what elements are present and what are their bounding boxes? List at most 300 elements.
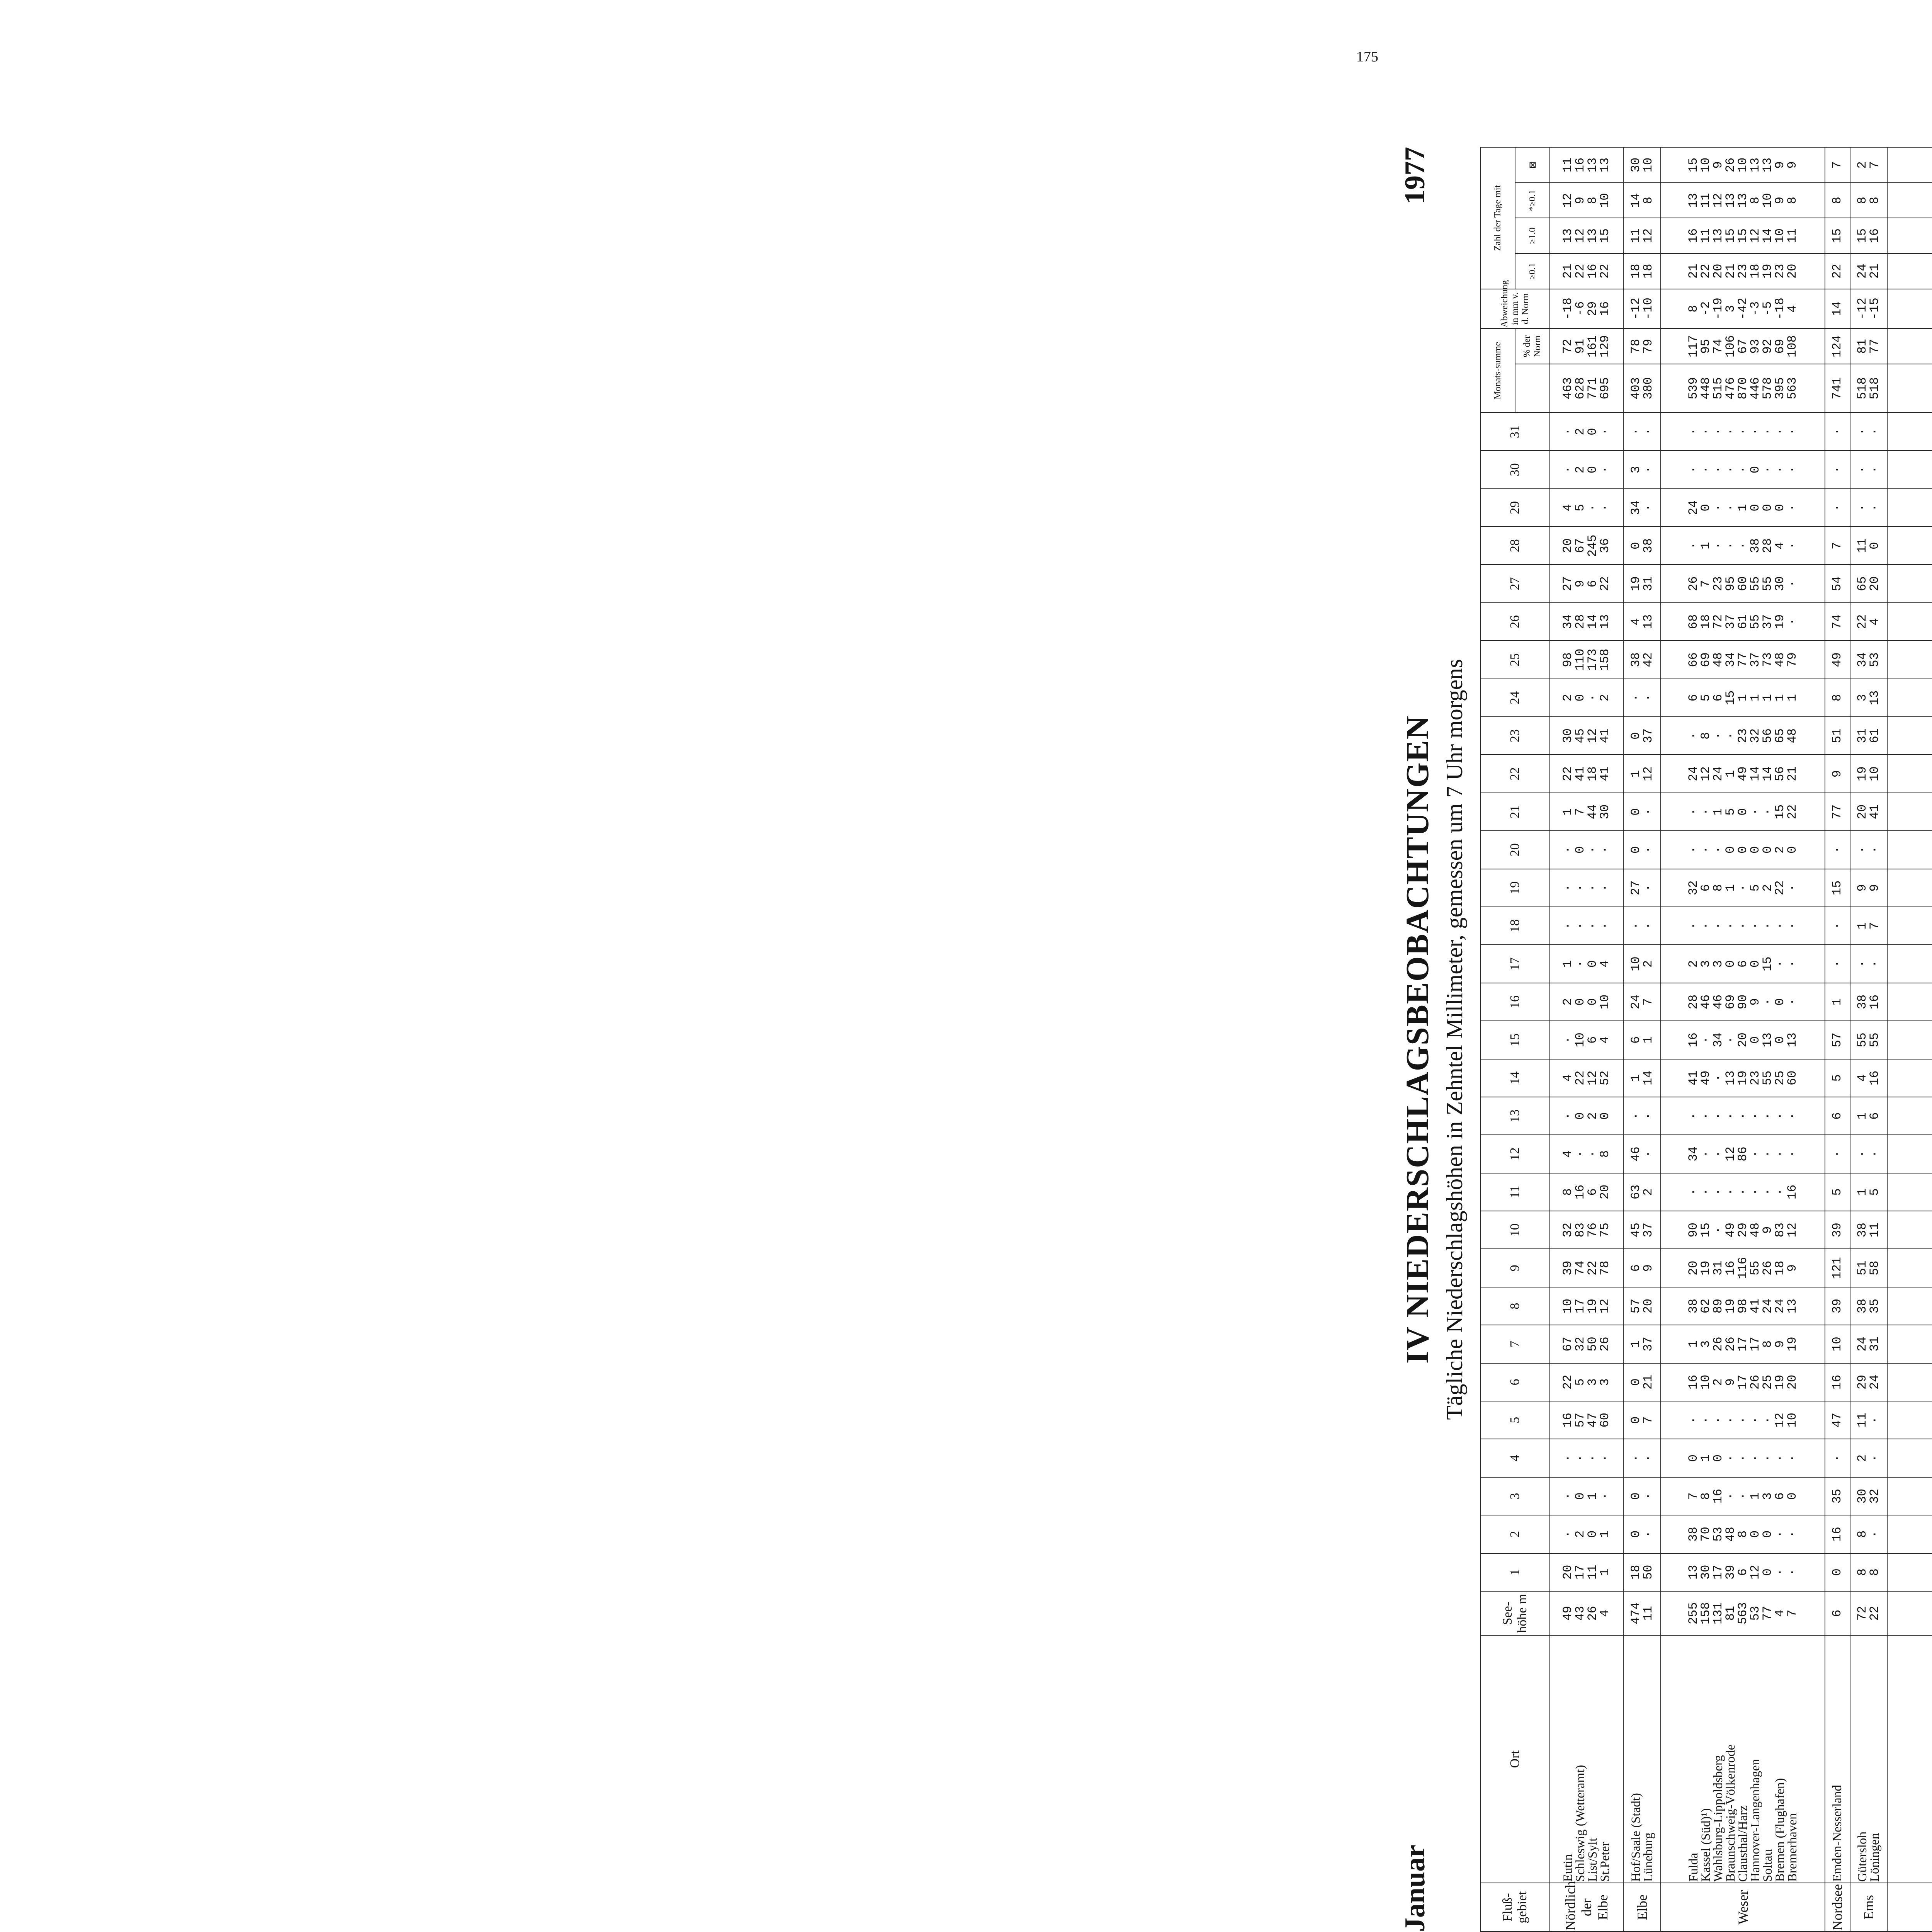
day-cell: 2 · — [1850, 1439, 1888, 1477]
precip-ge01-cell — [1887, 253, 1932, 289]
day-cell: · — [1825, 1439, 1850, 1477]
table-row — [1825, 147, 1850, 1932]
day-cell: 47 — [1825, 1401, 1850, 1439]
day-cell: 0 · — [1623, 831, 1661, 869]
day-cell: · 10 6 4 — [1550, 1021, 1623, 1059]
day-cell — [1887, 527, 1932, 565]
x-header: ⊠ — [1515, 147, 1550, 183]
day-cell: 98 110 173 158 — [1550, 641, 1623, 679]
day-cell: 1 — [1825, 983, 1850, 1021]
day-cell: · · — [1850, 1135, 1888, 1173]
precip-ge10-cell: 13 12 13 15 — [1550, 218, 1623, 253]
table-row — [1850, 147, 1888, 1932]
day-cell: · · · · · · · · · — [1661, 907, 1825, 945]
day-cell — [1887, 603, 1932, 641]
day-cell: 19 31 — [1623, 565, 1661, 602]
basin-header: Fluß-gebiet — [1480, 1883, 1550, 1932]
day-cell: 10 — [1825, 1325, 1850, 1363]
day-header: 5 — [1480, 1401, 1550, 1439]
day-header: 29 — [1480, 489, 1550, 527]
day-cell: 32 6 8 1 · 5 2 22 · — [1661, 869, 1825, 907]
day-cell: 2 0 · 2 — [1550, 679, 1623, 717]
day-header: 20 — [1480, 831, 1550, 869]
deviation-cell: -18 -6 29 16 — [1550, 289, 1623, 329]
day-cell: 41 49 · 13 19 23 55 25 60 — [1661, 1059, 1825, 1097]
day-cell — [1887, 1249, 1932, 1287]
day-header: 22 — [1480, 755, 1550, 793]
percent-norm-cell: 72 91 161 129 — [1550, 328, 1623, 364]
day-cell: 1 7 — [1850, 907, 1888, 945]
day-cell: 28 46 46 69 90 9 · 0 · — [1661, 983, 1825, 1021]
day-cell: · · — [1850, 451, 1888, 488]
deviation-header: Abweichung in mm v. d. Norm — [1480, 289, 1550, 329]
monthly-sum-cell: 539 448 515 476 870 446 578 395 563 — [1661, 364, 1825, 413]
day-cell: 0 7 — [1623, 1401, 1661, 1439]
table-body — [1550, 147, 1932, 1932]
day-cell: 30 45 12 41 — [1550, 717, 1623, 755]
day-cell: · 2 0 · — [1550, 413, 1623, 451]
day-header: 8 — [1480, 1287, 1550, 1325]
day-header: 6 — [1480, 1363, 1550, 1401]
place-cell — [1887, 1635, 1932, 1883]
day-cell: · 1 · · · 38 28 4 · — [1661, 527, 1825, 565]
day-cell: 57 — [1825, 1021, 1850, 1059]
day-cell — [1887, 451, 1932, 488]
altitude-cell — [1887, 1591, 1932, 1635]
day-cell: 35 — [1825, 1477, 1850, 1515]
table-row — [1623, 147, 1661, 1932]
rotated-page — [1399, 147, 1932, 1932]
day-cell — [1887, 1287, 1932, 1325]
day-cell: 38 11 — [1850, 1211, 1888, 1249]
day-cell: · — [1825, 451, 1850, 488]
day-cell: 39 — [1825, 1211, 1850, 1249]
day-cell: 0 1 0 · · · · · · — [1661, 1439, 1825, 1477]
altitude-cell: 6 — [1825, 1591, 1850, 1635]
day-header: 28 — [1480, 527, 1550, 565]
day-cell: 5 — [1825, 1059, 1850, 1097]
day-cell: 15 — [1825, 869, 1850, 907]
percent-norm-cell: 78 79 — [1623, 328, 1661, 364]
day-cell: 38 70 53 48 8 0 0 · · — [1661, 1515, 1825, 1553]
day-cell: · · — [1850, 831, 1888, 869]
day-cell: 3 13 — [1850, 679, 1888, 717]
deviation-cell: -12 -15 — [1850, 289, 1888, 329]
day-cell — [1887, 1021, 1932, 1059]
x-cell — [1887, 147, 1932, 183]
deviation-cell: -12 -10 — [1623, 289, 1661, 329]
day-cell — [1887, 1515, 1932, 1553]
day-cell: 39 — [1825, 1287, 1850, 1325]
monthly-sum-mm-header — [1515, 364, 1550, 413]
day-cell: 20 17 11 1 — [1550, 1553, 1623, 1591]
day-cell: 2 3 3 0 6 0 15 · · — [1661, 945, 1825, 983]
day-cell: 5 — [1825, 1173, 1850, 1211]
day-cell — [1887, 945, 1932, 983]
day-cell: 24 12 24 1 49 14 14 56 21 — [1661, 755, 1825, 793]
day-cell: 7 — [1825, 527, 1850, 565]
day-cell — [1887, 1325, 1932, 1363]
day-cell: 20 19 31 16 116 55 26 18 9 — [1661, 1249, 1825, 1287]
day-cell: · · · 0 0 0 0 2 0 — [1661, 831, 1825, 869]
day-cell: · 0 · · — [1550, 831, 1623, 869]
day-cell — [1887, 1059, 1932, 1097]
day-cell: 57 20 — [1623, 1287, 1661, 1325]
page-number: 175 — [1356, 49, 1378, 65]
day-header: 4 — [1480, 1439, 1550, 1477]
day-cell — [1887, 755, 1932, 793]
day-cell: 8 · — [1850, 1515, 1888, 1553]
day-cell: 6 5 6 15 1 1 1 1 1 — [1661, 679, 1825, 717]
precip-ge01-header: ≥0.1 — [1515, 253, 1550, 289]
day-cell: 16 57 47 60 — [1550, 1401, 1623, 1439]
day-cell: 2 0 0 10 — [1550, 983, 1623, 1021]
day-cell: 63 2 — [1623, 1173, 1661, 1211]
day-cell: 55 55 — [1850, 1021, 1888, 1059]
day-cell — [1887, 907, 1932, 945]
day-header: 27 — [1480, 565, 1550, 602]
snow-cell: 12 9 8 10 — [1550, 183, 1623, 218]
day-cell: 0 21 — [1623, 1363, 1661, 1401]
day-cell: 4 16 — [1850, 1059, 1888, 1097]
deviation-cell — [1887, 289, 1932, 329]
day-cell: 38 42 — [1623, 641, 1661, 679]
day-header: 10 — [1480, 1211, 1550, 1249]
day-cell: · — [1825, 413, 1850, 451]
day-header: 14 — [1480, 1059, 1550, 1097]
day-cell — [1887, 831, 1932, 869]
day-header: 2 — [1480, 1515, 1550, 1553]
percent-norm-cell — [1887, 328, 1932, 364]
day-cell: 1 3 26 26 17 17 8 9 19 — [1661, 1325, 1825, 1363]
table-row — [1661, 147, 1825, 1932]
day-cell: 8 16 6 20 — [1550, 1173, 1623, 1211]
day-cell: 27 9 6 22 — [1550, 565, 1623, 602]
day-cell: 26 7 23 95 60 55 55 30 · — [1661, 565, 1825, 602]
percent-norm-cell: 81 77 — [1850, 328, 1888, 364]
place-cell: Eutin Schleswig (Wetteramt) List/Sylt St.Peter — [1550, 1635, 1623, 1883]
precip-ge01-cell: 24 21 — [1850, 253, 1888, 289]
day-cell: 90 15 · 49 29 48 9 83 12 — [1661, 1211, 1825, 1249]
day-header: 13 — [1480, 1097, 1550, 1135]
monthly-sum-header: Monats-summe — [1480, 328, 1515, 412]
day-cell: 54 — [1825, 565, 1850, 602]
day-cell: 6 9 — [1623, 1249, 1661, 1287]
day-header: 30 — [1480, 451, 1550, 488]
day-header: 1 — [1480, 1553, 1550, 1591]
day-cell: 0 · — [1623, 1515, 1661, 1553]
place-cell: Emden-Nesserland — [1825, 1635, 1850, 1883]
day-cell: 34 · — [1623, 489, 1661, 527]
day-cell: · — [1825, 831, 1850, 869]
day-cell: 45 37 — [1623, 1211, 1661, 1249]
day-cell: 0 · — [1623, 793, 1661, 831]
day-cell: 16 · 34 · 20 0 13 0 13 — [1661, 1021, 1825, 1059]
day-header: 31 — [1480, 413, 1550, 451]
day-cell: 1 5 — [1850, 1173, 1888, 1211]
day-cell: 38 62 89 19 98 41 24 24 13 — [1661, 1287, 1825, 1325]
day-cell: · · · · · 0 · · · — [1661, 451, 1825, 488]
day-cell: 65 20 — [1850, 565, 1888, 602]
snow-cell: 14 8 — [1623, 183, 1661, 218]
day-cell: 10 2 — [1623, 945, 1661, 983]
basin-cell — [1887, 1883, 1932, 1932]
page-title: IV NIEDERSCHLAGSBEOBACHTUNGEN — [1400, 715, 1435, 1364]
day-cell: 1 12 — [1623, 755, 1661, 793]
day-cell: · · — [1623, 413, 1661, 451]
day-cell: · · · · — [1550, 1439, 1623, 1477]
day-cell — [1887, 1401, 1932, 1439]
day-cell: 3 · — [1623, 451, 1661, 488]
day-cell: · · 1 5 0 · · 15 22 — [1661, 793, 1825, 831]
day-cell: 4 22 12 52 — [1550, 1059, 1623, 1097]
day-cell — [1887, 641, 1932, 679]
day-cell: 9 9 — [1850, 869, 1888, 907]
monthly-sum-cell: 463 628 771 695 — [1550, 364, 1623, 413]
day-cell: 20 67 245 36 — [1550, 527, 1623, 565]
day-cell: 68 18 72 37 61 55 37 19 · — [1661, 603, 1825, 641]
deviation-cell: 14 — [1825, 289, 1850, 329]
day-cell — [1887, 1553, 1932, 1591]
day-cell: · 2 0 · — [1550, 451, 1623, 488]
x-cell: 7 — [1825, 147, 1850, 183]
day-cell: 4 5 · · — [1550, 489, 1623, 527]
day-cell — [1887, 1097, 1932, 1135]
day-cell: 49 — [1825, 641, 1850, 679]
day-cell: 66 69 48 34 77 37 73 48 79 — [1661, 641, 1825, 679]
day-cell: · · — [1623, 679, 1661, 717]
day-cell: · · · · · · · 12 10 — [1661, 1401, 1825, 1439]
monthly-sum-cell: 403 380 — [1623, 364, 1661, 413]
day-cell: 74 — [1825, 603, 1850, 641]
day-cell: 51 58 — [1850, 1249, 1888, 1287]
snow-header: *≥0.1 — [1515, 183, 1550, 218]
day-cell: 30 32 — [1850, 1477, 1888, 1515]
day-cell: 24 31 — [1850, 1325, 1888, 1363]
day-header: 16 — [1480, 983, 1550, 1021]
snow-cell: 8 — [1825, 183, 1850, 218]
day-cell: 0 — [1825, 1553, 1850, 1591]
day-cell: · — [1825, 945, 1850, 983]
precip-ge01-cell: 21 22 16 22 — [1550, 253, 1623, 289]
day-header: 12 — [1480, 1135, 1550, 1173]
day-cell: 0 38 — [1623, 527, 1661, 565]
day-header: 26 — [1480, 603, 1550, 641]
precip-ge10-cell: 16 11 13 15 15 12 14 10 11 — [1661, 218, 1825, 253]
day-cell: 4 13 — [1623, 603, 1661, 641]
day-header: 25 — [1480, 641, 1550, 679]
day-cell: 77 — [1825, 793, 1850, 831]
day-header: 15 — [1480, 1021, 1550, 1059]
day-cell — [1887, 1135, 1932, 1173]
day-cell — [1887, 1211, 1932, 1249]
snow-cell — [1887, 183, 1932, 218]
precip-ge01-cell: 22 — [1825, 253, 1850, 289]
day-cell: 1 14 — [1623, 1059, 1661, 1097]
day-cell: 1 7 44 30 — [1550, 793, 1623, 831]
day-cell: · · — [1850, 945, 1888, 983]
day-cell: 4 · · 8 — [1550, 1135, 1623, 1173]
basin-cell: Nördlich der Elbe — [1550, 1883, 1623, 1932]
day-cell: 121 — [1825, 1249, 1850, 1287]
day-cell: 51 — [1825, 717, 1850, 755]
precip-ge10-cell: 15 — [1825, 218, 1850, 253]
day-cell: 1 6 — [1850, 1097, 1888, 1135]
place-cell: Fulda Kassel (Süd)¹) Wahlsburg-Lippoldsberg Braunschweig-Völkenrode Clausthal/Harz Hannover-Langenhagen Soltau Bremen (Flughafen) Bremerhaven — [1661, 1635, 1825, 1883]
day-cell: · · — [1623, 1097, 1661, 1135]
day-cell: 22 4 — [1850, 603, 1888, 641]
day-cell: 22 41 18 41 — [1550, 755, 1623, 793]
day-cell: 1 37 — [1623, 1325, 1661, 1363]
precip-ge10-cell: 11 12 — [1623, 218, 1661, 253]
day-cell: 0 37 — [1623, 717, 1661, 755]
monthly-sum-cell: 518 518 — [1850, 364, 1888, 413]
day-cell: 38 16 — [1850, 983, 1888, 1021]
day-cell: 16 — [1825, 1363, 1850, 1401]
altitude-cell: 49 43 26 4 — [1550, 1591, 1623, 1635]
precip-ge01-cell: 18 18 — [1623, 253, 1661, 289]
table-row — [1887, 147, 1932, 1932]
day-cell: 67 32 50 26 — [1550, 1325, 1623, 1363]
monthly-sum-cell — [1887, 364, 1932, 413]
day-cell: · · · · · · · · 16 — [1661, 1173, 1825, 1211]
day-cell: 39 74 22 78 — [1550, 1249, 1623, 1287]
place-cell: Hof/Saale (Stadt) Lüneburg — [1623, 1635, 1661, 1883]
monthly-sum-cell: 741 — [1825, 364, 1850, 413]
day-cell — [1887, 1173, 1932, 1211]
percent-norm-header: % der Norm — [1515, 328, 1550, 364]
day-cell: · — [1825, 1135, 1850, 1173]
day-cell: · · · · — [1550, 869, 1623, 907]
x-cell: 30 10 — [1623, 147, 1661, 183]
day-header: 19 — [1480, 869, 1550, 907]
deviation-cell: 8 -2 -19 3 -42 -3 -5 -18 4 — [1661, 289, 1825, 329]
page-subtitle: Tägliche Niederschlagshöhen in Zehntel Millimeter, gemessen um 7 Uhr morgens — [1442, 659, 1467, 1420]
table-row — [1550, 147, 1623, 1932]
place-cell: Gütersloh Löningen — [1850, 1635, 1888, 1883]
day-cell: 27 · — [1623, 869, 1661, 907]
day-cell: 29 24 — [1850, 1363, 1888, 1401]
day-cell: · — [1825, 907, 1850, 945]
day-cell: 20 41 — [1850, 793, 1888, 831]
precip-ge10-cell — [1887, 218, 1932, 253]
day-cell: 8 8 — [1850, 1553, 1888, 1591]
day-cell: · · — [1850, 489, 1888, 527]
day-cell: 0 · — [1623, 1477, 1661, 1515]
percent-norm-cell: 117 95 74 106 67 93 92 69 108 — [1661, 328, 1825, 364]
basin-cell: Elbe — [1623, 1883, 1661, 1932]
day-cell: 1 · 0 4 — [1550, 945, 1623, 983]
day-cell: 11 0 — [1850, 527, 1888, 565]
basin-cell: Ems — [1850, 1883, 1888, 1932]
day-header: 21 — [1480, 793, 1550, 831]
day-cell — [1887, 413, 1932, 451]
snow-cell: 13 11 12 13 13 8 10 9 8 — [1661, 183, 1825, 218]
day-cell: 46 · — [1623, 1135, 1661, 1173]
day-cell: 7 8 16 · · 1 3 6 0 — [1661, 1477, 1825, 1515]
day-cell: · · — [1623, 907, 1661, 945]
x-cell: 11 16 13 13 — [1550, 147, 1623, 183]
day-header: 23 — [1480, 717, 1550, 755]
day-cell: 34 53 — [1850, 641, 1888, 679]
day-cell: 16 10 2 9 17 26 25 19 20 — [1661, 1363, 1825, 1401]
day-cell: 16 — [1825, 1515, 1850, 1553]
days-with-header: Zahl der Tage mit — [1480, 147, 1515, 289]
day-cell — [1887, 1439, 1932, 1477]
day-header: 7 — [1480, 1325, 1550, 1363]
year-heading: 1977 — [1399, 147, 1431, 204]
x-cell: 15 10 9 26 10 13 13 9 9 — [1661, 147, 1825, 183]
altitude-cell: 255 158 131 81 563 53 77 4 7 — [1661, 1591, 1825, 1635]
day-header: 24 — [1480, 679, 1550, 717]
day-cell: 6 1 — [1623, 1021, 1661, 1059]
day-header: 3 — [1480, 1477, 1550, 1515]
day-cell: · 0 2 0 — [1550, 1097, 1623, 1135]
day-cell: 13 30 17 39 6 12 0 · · — [1661, 1553, 1825, 1591]
day-cell — [1887, 717, 1932, 755]
day-cell — [1887, 489, 1932, 527]
day-cell: · · — [1623, 1439, 1661, 1477]
day-cell: 34 · · 12 86 · · · · — [1661, 1135, 1825, 1173]
precip-ge10-cell: 15 16 — [1850, 218, 1888, 253]
place-header: Ort — [1480, 1635, 1550, 1883]
day-cell: · · · · · · · · · — [1661, 1097, 1825, 1135]
day-cell: · 2 0 1 — [1550, 1515, 1623, 1553]
day-cell: · — [1825, 489, 1850, 527]
day-cell: 24 0 · · 1 0 0 0 · — [1661, 489, 1825, 527]
day-cell: 19 10 — [1850, 755, 1888, 793]
percent-norm-cell: 124 — [1825, 328, 1850, 364]
day-cell: 10 17 19 12 — [1550, 1287, 1623, 1325]
day-cell — [1887, 983, 1932, 1021]
day-cell — [1887, 679, 1932, 717]
day-cell: 31 61 — [1850, 717, 1888, 755]
precip-ge10-header: ≥1.0 — [1515, 218, 1550, 253]
precipitation-table — [1480, 147, 1932, 1932]
day-cell: · 8 · · 23 32 56 65 48 — [1661, 717, 1825, 755]
precip-ge01-cell: 21 22 20 21 23 18 19 23 20 — [1661, 253, 1825, 289]
basin-cell: Nordsee — [1825, 1883, 1850, 1932]
day-cell: 22 5 3 3 — [1550, 1363, 1623, 1401]
day-cell: 18 50 — [1623, 1553, 1661, 1591]
day-cell: 6 — [1825, 1097, 1850, 1135]
altitude-cell: 72 22 — [1850, 1591, 1888, 1635]
day-cell: 24 7 — [1623, 983, 1661, 1021]
day-cell: 11 · — [1850, 1401, 1888, 1439]
day-cell: · · · · · · · · · — [1661, 413, 1825, 451]
day-cell: 9 — [1825, 755, 1850, 793]
x-cell: 2 7 — [1850, 147, 1888, 183]
altitude-cell: 474 11 — [1623, 1591, 1661, 1635]
day-cell — [1887, 1477, 1932, 1515]
day-cell: 38 35 — [1850, 1287, 1888, 1325]
day-header: 11 — [1480, 1173, 1550, 1211]
day-cell: 8 — [1825, 679, 1850, 717]
month-heading: Januar — [1399, 1844, 1431, 1932]
day-header: 17 — [1480, 945, 1550, 983]
basin-cell: Weser — [1661, 1883, 1825, 1932]
day-header: 9 — [1480, 1249, 1550, 1287]
day-cell: · 0 1 · — [1550, 1477, 1623, 1515]
day-header: 18 — [1480, 907, 1550, 945]
day-cell — [1887, 1363, 1932, 1401]
day-cell: · · · · — [1550, 907, 1623, 945]
day-cell: 34 28 14 13 — [1550, 603, 1623, 641]
day-cell: · · — [1850, 413, 1888, 451]
day-cell — [1887, 565, 1932, 602]
day-cell — [1887, 793, 1932, 831]
day-cell: 32 83 76 75 — [1550, 1211, 1623, 1249]
